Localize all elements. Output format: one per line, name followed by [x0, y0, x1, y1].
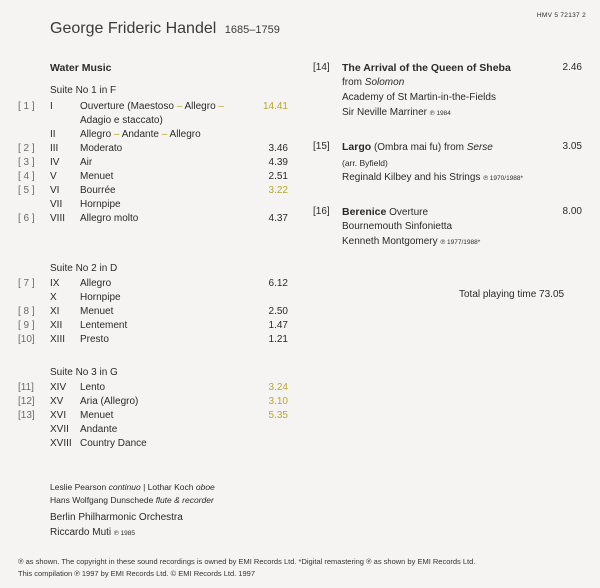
- movement-title: Andante: [80, 424, 118, 435]
- composer-name: George Frideric Handel: [50, 20, 217, 37]
- movement-title: Menuet: [80, 410, 114, 421]
- track-15-duration: 3.05: [562, 141, 582, 152]
- movement-number: XVI: [50, 410, 67, 421]
- suite-1-tracklist: [18, 100, 288, 226]
- movement-title: Lento: [80, 382, 106, 393]
- phono-date: ℗ 1984: [429, 110, 451, 117]
- track-14-ensemble: Academy of St Martin-in-the-Fields: [342, 92, 496, 103]
- track-16-subtitle: Overture: [389, 207, 429, 218]
- conductor-name: Sir Neville Marriner: [342, 107, 428, 118]
- track-14-source: [342, 77, 404, 88]
- track-row: [18, 319, 288, 333]
- movement-number: XI: [50, 306, 60, 317]
- track-number: [ 8 ]: [18, 306, 35, 317]
- track-14-title: The Arrival of the Queen of Sheba: [342, 62, 511, 74]
- track-row: [18, 114, 288, 128]
- movement-number: XII: [50, 320, 63, 331]
- track-row: [18, 212, 288, 226]
- track-row: [18, 291, 288, 305]
- movement-title: Hornpipe: [80, 199, 121, 210]
- phono-date: ℗ 1977/1988*: [440, 239, 481, 246]
- movement-title: Adagio e staccato): [80, 115, 163, 126]
- track-duration: 3.10: [268, 396, 288, 407]
- track-duration: 6.12: [268, 278, 288, 289]
- track-number: [12]: [18, 396, 35, 407]
- track-15-title-line: [342, 141, 493, 153]
- movement-title: Menuet: [80, 306, 114, 317]
- movement-number: II: [50, 129, 56, 140]
- suite-3-tracklist: [18, 381, 288, 451]
- track-row: [18, 170, 288, 184]
- track-number: [ 1 ]: [18, 101, 35, 112]
- track-duration: 1.47: [268, 320, 288, 331]
- movement-number: VI: [50, 185, 60, 196]
- conductor-name: Kenneth Montgomery: [342, 236, 438, 247]
- total-playing-time: Total playing time 73.05: [459, 289, 565, 300]
- track-number: [13]: [18, 410, 35, 421]
- movement-title: Menuet: [80, 171, 114, 182]
- track-row: [18, 381, 288, 395]
- movement-number: XIV: [50, 382, 67, 393]
- phono-date: ℗ 1985: [113, 530, 135, 537]
- track-15-number: [15]: [313, 141, 330, 152]
- track-row: [18, 395, 288, 409]
- suite-heading-1: Suite No 1 in F: [50, 85, 117, 96]
- track-row: [18, 198, 288, 212]
- movement-number: XVIII: [50, 438, 72, 449]
- track-number: [ 2 ]: [18, 143, 35, 154]
- track-row: [18, 184, 288, 198]
- track-row: [18, 128, 288, 142]
- movement-title: Allegro molto: [80, 213, 139, 224]
- track-duration: 1.21: [268, 334, 288, 345]
- track-row: [18, 409, 288, 423]
- track-number: [ 9 ]: [18, 320, 35, 331]
- suite-heading-2: Suite No 2 in D: [50, 263, 118, 274]
- track-row: [18, 100, 288, 114]
- composer-heading: [50, 20, 280, 38]
- source-title: Solomon: [364, 77, 405, 88]
- movement-title: Allegro – Andante – Allegro: [80, 129, 201, 140]
- track-row: [18, 277, 288, 291]
- track-16-number: [16]: [313, 206, 330, 217]
- movement-title: Country Dance: [80, 438, 147, 449]
- track-14-conductor-line: [342, 107, 451, 118]
- track-duration: 2.51: [268, 171, 288, 182]
- source-title: Serse: [466, 142, 493, 153]
- movement-number: V: [50, 171, 57, 182]
- movement-title: Lentement: [80, 320, 128, 331]
- track-16-conductor-line: [342, 236, 480, 247]
- track-row: [18, 333, 288, 347]
- track-duration: 4.39: [268, 157, 288, 168]
- movement-number: X: [50, 292, 57, 303]
- track-number: [ 3 ]: [18, 157, 35, 168]
- movement-title: Moderato: [80, 143, 123, 154]
- track-16-ensemble: Bournemouth Sinfonietta: [342, 221, 453, 232]
- track-row: [18, 423, 288, 437]
- suite-2-tracklist: [18, 277, 288, 347]
- movement-number: III: [50, 143, 59, 154]
- track-14-number: [14]: [313, 62, 330, 73]
- soloists-line-1: Leslie Pearson continuo | Lothar Koch oboe: [50, 482, 215, 492]
- conductor-name: Riccardo Muti: [50, 527, 112, 538]
- phono-date: ℗ 1970/1988*: [483, 175, 524, 182]
- track-number: [11]: [18, 382, 34, 393]
- track-16-title-line: [342, 206, 428, 218]
- track-duration: 2.50: [268, 306, 288, 317]
- copyright-line-2: This compilation ℗ 1997 by EMI Records Ltd. © EMI Records Ltd. 1997: [18, 569, 255, 578]
- movement-title: Ouverture (Maestoso – Allegro –: [80, 101, 224, 112]
- composer-years: 1685–1759: [224, 24, 280, 36]
- track-duration: 3.46: [268, 143, 288, 154]
- movement-title: Air: [80, 157, 93, 168]
- movement-number: I: [50, 101, 53, 112]
- track-16-duration: 8.00: [562, 206, 582, 217]
- track-number: [ 6 ]: [18, 213, 35, 224]
- track-duration: 5.35: [268, 410, 288, 421]
- track-number: [ 7 ]: [18, 278, 35, 289]
- movement-title: Bourrée: [80, 185, 116, 196]
- track-row: [18, 142, 288, 156]
- movement-title: Allegro: [80, 278, 112, 289]
- track-15-arranger: (arr. Byfield): [342, 158, 388, 168]
- movement-number: XV: [50, 396, 64, 407]
- soloists-line-2: Hans Wolfgang Dunschede flute & recorder: [50, 495, 214, 505]
- from-label: from: [342, 77, 362, 88]
- movement-number: VIII: [50, 213, 66, 224]
- track-number: [ 5 ]: [18, 185, 35, 196]
- movement-title: Aria (Allegro): [80, 396, 139, 407]
- track-duration: 14.41: [262, 101, 288, 112]
- track-duration: 3.22: [268, 185, 288, 196]
- track-row: [18, 305, 288, 319]
- movement-title: Presto: [80, 334, 109, 345]
- track-15-title: Largo: [342, 141, 372, 153]
- track-duration: 4.37: [268, 213, 288, 224]
- movement-number: XIII: [50, 334, 66, 345]
- movement-number: IV: [50, 157, 60, 168]
- copyright-line-1: ℗ as shown. The copyright in these sound recordings is owned by EMI Records Ltd. *Digital remastering ℗ as shown by EMI Records Ltd.: [18, 557, 476, 566]
- conductor-line: [50, 527, 135, 538]
- track-row: [18, 156, 288, 170]
- movement-number: IX: [50, 278, 60, 289]
- track-15-ensemble-line: [342, 172, 523, 183]
- track-row: [18, 437, 288, 451]
- track-number: [10]: [18, 334, 35, 345]
- movement-number: VII: [50, 199, 63, 210]
- track-16-title: Berenice: [342, 206, 387, 218]
- track-15-subtitle: (Ombra mai fu) from: [373, 142, 464, 153]
- track-14-duration: 2.46: [562, 62, 582, 73]
- work-title-water-music: Water Music: [50, 62, 112, 74]
- catalogue-number: HMV 5 72137 2: [536, 12, 586, 19]
- movement-number: XVII: [50, 424, 69, 435]
- movement-title: Hornpipe: [80, 292, 121, 303]
- track-duration: 3.24: [268, 382, 288, 393]
- orchestra-name: Berlin Philharmonic Orchestra: [50, 512, 183, 523]
- suite-heading-3: Suite No 3 in G: [50, 367, 118, 378]
- track-number: [ 4 ]: [18, 171, 35, 182]
- ensemble-name: Reginald Kilbey and his Strings: [342, 172, 481, 183]
